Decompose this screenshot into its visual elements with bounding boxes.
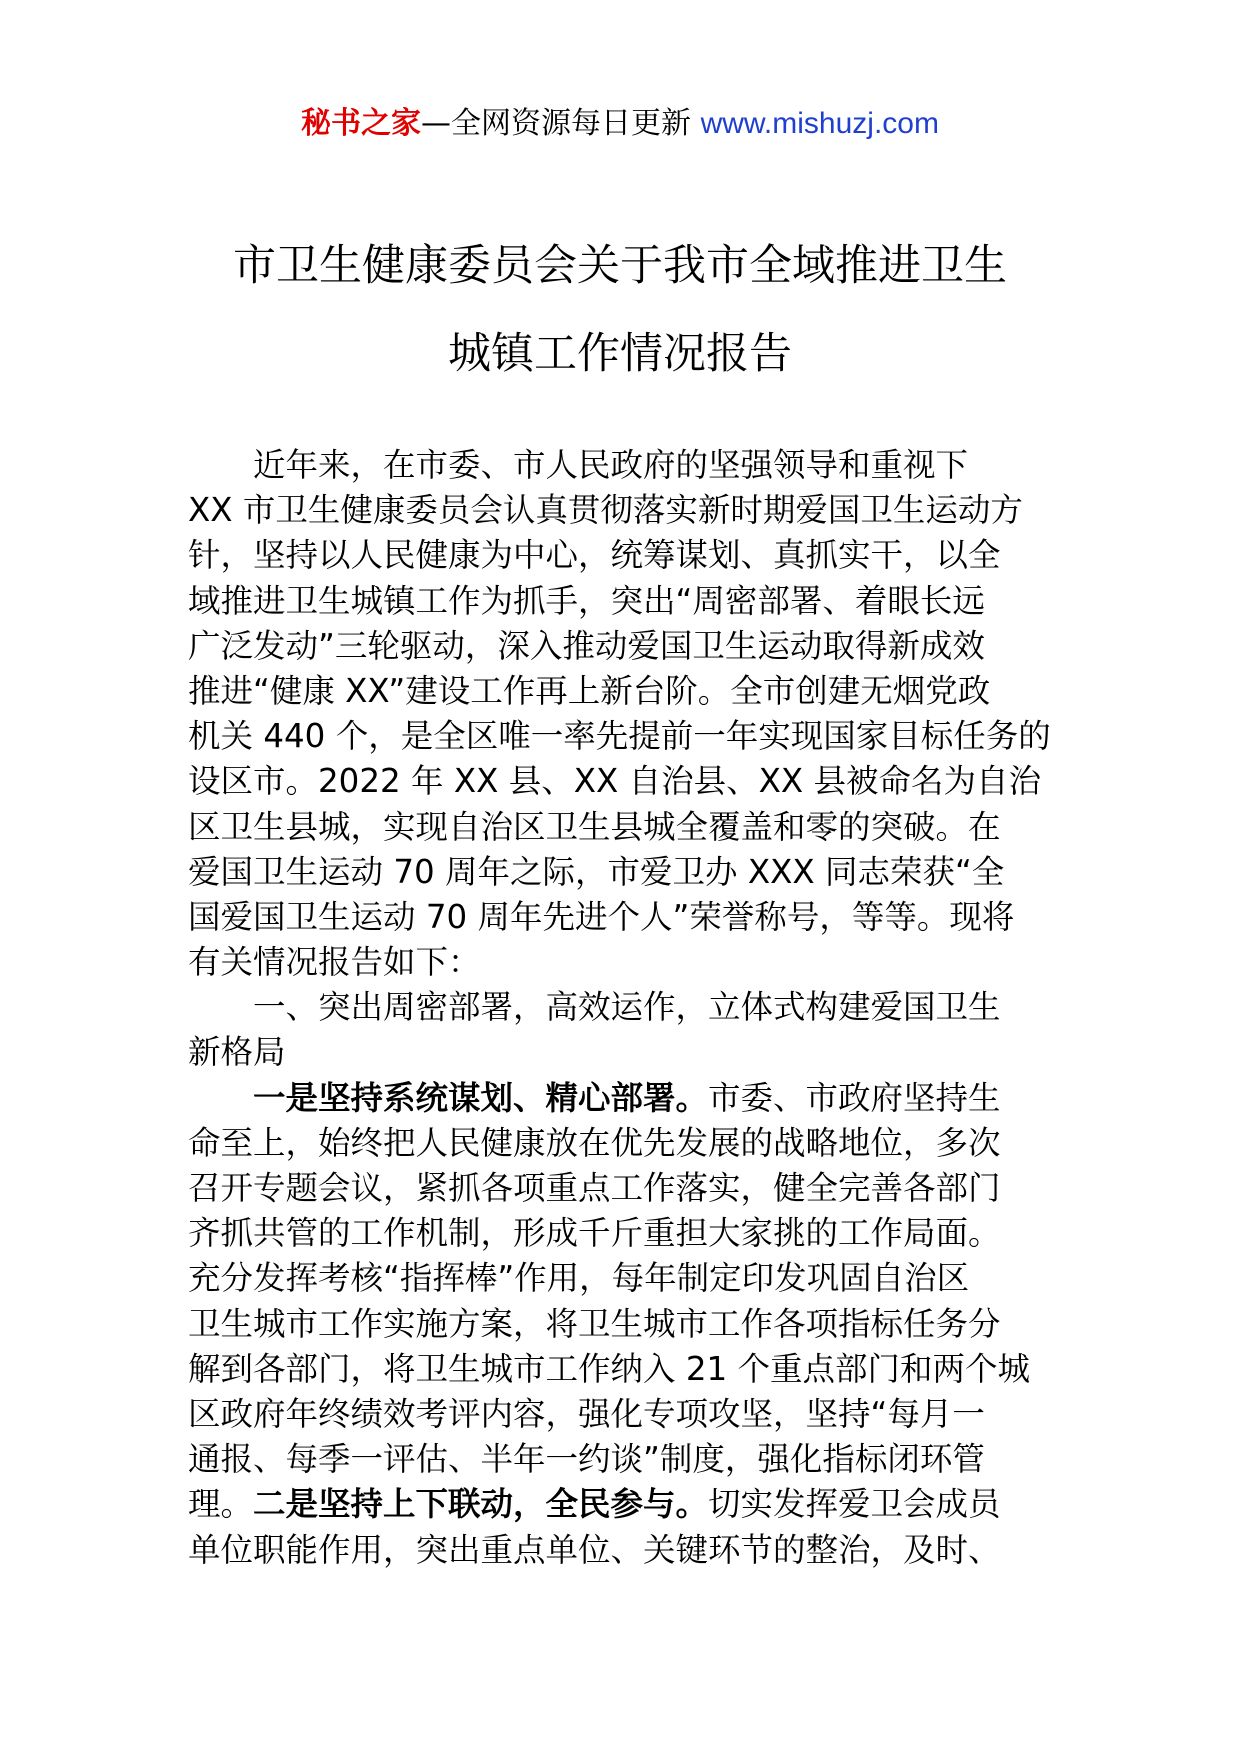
body-text: 爱国卫生运动 70 周年之际，市爱卫办 XXX 同志荣获“全 [188, 852, 1005, 891]
header-tagline: —全网资源每日更新 [421, 106, 692, 141]
body-line [188, 895, 1058, 940]
body-line [188, 805, 1058, 850]
section-heading [188, 1030, 1058, 1075]
body-text: 域推进卫生城镇工作为抓手，突出“周密部署、着眼长远 [188, 581, 985, 620]
document-body [188, 443, 1058, 1573]
body-text: 解到各部门，将卫生城市工作纳入 21 个重点部门和两个城 [188, 1349, 1031, 1388]
body-text: 近年来，在市委、市人民政府的坚强领导和重视下 [253, 446, 969, 484]
body-text: 切实发挥爱卫会成员 [708, 1485, 1001, 1524]
body-text: 机关 440 个，是全区唯一率先提前一年实现国家目标任务的 [188, 717, 1051, 756]
body-line [188, 759, 1058, 804]
site-header [0, 102, 1240, 146]
body-text: 理。 [188, 1485, 254, 1524]
body-line [188, 1347, 1058, 1392]
body-text: XX 市卫生健康委员会认真贯彻落实新时期爱国卫生运动方 [188, 491, 1023, 530]
site-url[interactable]: www.mishuzj.com [700, 107, 939, 140]
body-line [188, 1528, 1058, 1573]
body-line [188, 1166, 1058, 1211]
body-line [188, 579, 1058, 624]
body-text: 通报、每季一评估、半年一约谈”制度，强化指标闭环管 [188, 1440, 985, 1479]
document-title-line-1: 市卫生健康委员会关于我市全域推进卫生 [233, 241, 1007, 291]
body-line [188, 1211, 1058, 1256]
body-text: 广泛发动”三轮驱动，深入推动爱国卫生运动取得新成效 [188, 626, 985, 665]
body-text: 国爱国卫生运动 70 周年先进个人”荣誉称号，等等。现将 [188, 897, 1015, 936]
body-text: 召开专题会议，紧抓各项重点工作落实，健全完善各部门 [188, 1169, 1001, 1207]
section-heading-text: 一、突出周密部署，高效运作，立体式构建爱国卫生 [253, 988, 1001, 1027]
body-text: 命至上，始终把人民健康放在优先发展的战略地位，多次 [188, 1123, 1001, 1162]
body-text: 推进“健康 XX”建设工作再上新台阶。全市创建无烟党政 [188, 671, 991, 710]
body-text: 区政府年终绩效考评内容，强化专项攻坚，坚持“每月一 [188, 1394, 985, 1433]
body-line [188, 1437, 1058, 1482]
body-text: 单位职能作用，突出重点单位、关键环节的整治，及时、 [188, 1530, 1001, 1569]
section-heading [188, 985, 1058, 1030]
body-text: 区卫生县城，实现自治区卫生县城全覆盖和零的突破。在 [188, 807, 1001, 846]
brand-name: 秘书之家 [301, 106, 422, 141]
body-text: 市委、市政府坚持生 [708, 1078, 1001, 1117]
body-text: 齐抓共管的工作机制，形成千斤重担大家挑的工作局面。 [188, 1214, 1001, 1253]
body-line [188, 488, 1058, 533]
body-line [188, 714, 1058, 759]
body-line [188, 1392, 1058, 1437]
body-line [188, 1482, 1058, 1527]
body-line [188, 940, 1058, 985]
bold-lead-text: 二是坚持上下联动，全民参与。 [253, 1485, 709, 1524]
body-line [188, 1076, 1058, 1121]
body-line [188, 669, 1058, 714]
body-line [188, 443, 1058, 488]
body-text: 针，坚持以人民健康为中心，统筹谋划、真抓实干，以全 [188, 536, 1001, 575]
body-line [188, 850, 1058, 895]
bold-lead-text: 一是坚持系统谋划、精心部署。 [253, 1078, 709, 1117]
body-text: 卫生城市工作实施方案，将卫生城市工作各项指标任务分 [188, 1304, 1001, 1343]
body-text: 设区市。2022 年 XX 县、XX 自治县、XX 县被命名为自治 [188, 762, 1041, 801]
body-text: 有关情况报告如下： [188, 943, 481, 982]
body-line [188, 1256, 1058, 1301]
document-title-line-2: 城镇工作情况报告 [448, 329, 792, 379]
body-line [188, 533, 1058, 578]
body-line [188, 1121, 1058, 1166]
body-line [188, 1302, 1058, 1347]
body-text: 充分发挥考核“指挥棒”作用，每年制定印发巩固自治区 [188, 1259, 970, 1298]
body-line [188, 624, 1058, 669]
section-heading-text: 新格局 [188, 1033, 286, 1072]
